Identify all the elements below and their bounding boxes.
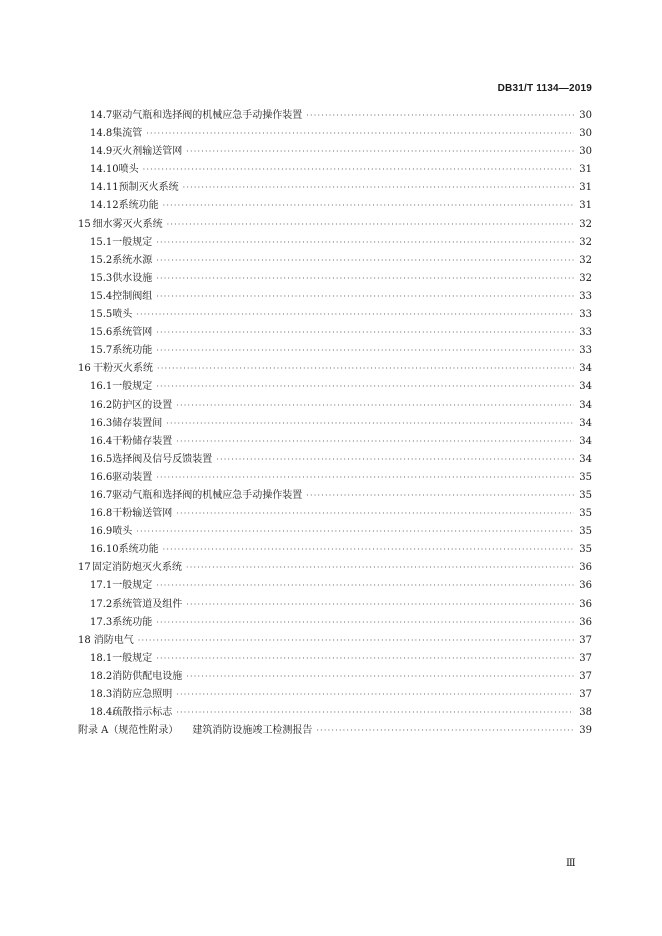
toc-chapter-entry[interactable] xyxy=(78,359,592,377)
toc-title: 固定消防炮灭火系统 xyxy=(91,562,182,574)
toc-section-entry[interactable] xyxy=(78,522,592,540)
toc-page-number: 36 xyxy=(579,616,592,628)
toc-title: 喷头 xyxy=(112,309,133,321)
toc-section-entry[interactable] xyxy=(78,595,592,613)
toc-leader-dots xyxy=(156,473,574,482)
table-of-contents xyxy=(78,106,592,739)
toc-number: 16.4 xyxy=(90,435,113,447)
toc-leader-dots xyxy=(183,183,574,192)
toc-section-entry[interactable] xyxy=(78,196,592,214)
toc-title: 储存装置间 xyxy=(112,417,163,429)
toc-number: 18.1 xyxy=(90,652,113,664)
toc-section-entry[interactable] xyxy=(78,685,592,703)
toc-leader-dots xyxy=(156,328,574,337)
toc-title: 系统水源 xyxy=(112,254,153,266)
toc-leader-dots xyxy=(176,401,574,410)
toc-section-entry[interactable] xyxy=(78,450,592,468)
toc-chapter-entry[interactable] xyxy=(78,631,592,649)
toc-leader-dots xyxy=(138,636,574,645)
toc-page-number: 30 xyxy=(579,110,592,121)
toc-number: 17.1 xyxy=(90,580,113,592)
toc-title: 干粉输送管网 xyxy=(112,508,173,520)
toc-leader-dots xyxy=(306,111,574,120)
toc-title: 干粉储存装置 xyxy=(112,435,173,447)
toc-leader-dots xyxy=(176,437,574,446)
toc-number: 15.1 xyxy=(90,236,113,248)
toc-title: 干粉灭火系统 xyxy=(93,363,154,375)
document-code: DB31/T 1134—2019 xyxy=(497,83,592,94)
toc-number: 14.9 xyxy=(90,146,113,158)
toc-number: 17.2 xyxy=(90,598,113,610)
toc-title: 灭火剂输送管网 xyxy=(112,146,183,158)
toc-title: 细水雾灭火系统 xyxy=(92,218,163,230)
toc-leader-dots xyxy=(156,581,574,590)
toc-section-entry[interactable] xyxy=(78,251,592,269)
toc-leader-dots xyxy=(306,491,574,500)
toc-number: 14.7 xyxy=(90,110,113,121)
page-number: Ⅲ xyxy=(566,858,576,869)
toc-number: 15.5 xyxy=(90,309,113,321)
toc-title: 喷头 xyxy=(112,526,133,538)
toc-number: 14.12 xyxy=(90,200,119,212)
toc-leader-dots xyxy=(166,419,574,428)
toc-title: 选择阀及信号反馈装置 xyxy=(112,453,213,465)
toc-section-entry[interactable] xyxy=(78,504,592,522)
toc-page-number: 31 xyxy=(579,200,592,212)
toc-page-number: 39 xyxy=(579,725,592,737)
toc-title: 疏散指示标志 xyxy=(112,707,173,719)
toc-number: 17.3 xyxy=(90,616,113,628)
toc-leader-dots xyxy=(156,256,574,265)
toc-page-number: 33 xyxy=(579,290,592,302)
toc-page-number: 36 xyxy=(579,598,592,610)
toc-page-number: 34 xyxy=(579,363,592,375)
toc-page-number: 38 xyxy=(579,707,592,719)
toc-section-entry[interactable] xyxy=(78,160,592,178)
toc-title: 防护区的设置 xyxy=(112,399,173,411)
toc-title: 系统管道及组件 xyxy=(112,598,183,610)
toc-page-number: 35 xyxy=(579,508,592,520)
toc-section-entry[interactable] xyxy=(78,613,592,631)
toc-leader-dots xyxy=(186,672,574,681)
toc-section-entry[interactable] xyxy=(78,486,592,504)
toc-section-entry[interactable] xyxy=(78,703,592,721)
toc-page-number: 36 xyxy=(579,580,592,592)
toc-page-number: 33 xyxy=(579,309,592,321)
toc-page-number: 35 xyxy=(579,471,592,483)
toc-number: 16.6 xyxy=(90,471,113,483)
toc-leader-dots xyxy=(163,545,574,554)
toc-title: 控制阀组 xyxy=(112,290,153,302)
toc-section-entry[interactable] xyxy=(78,576,592,594)
toc-number: 18.2 xyxy=(90,670,113,682)
toc-section-entry[interactable] xyxy=(78,341,592,359)
toc-number: 16.10 xyxy=(90,544,119,556)
toc-section-entry[interactable] xyxy=(78,287,592,305)
toc-number: 14.10 xyxy=(90,164,119,176)
toc-page-number: 37 xyxy=(579,689,592,700)
toc-page-number: 34 xyxy=(579,381,592,393)
toc-leader-dots xyxy=(156,618,574,627)
toc-page-number: 35 xyxy=(579,526,592,538)
toc-leader-dots xyxy=(157,364,574,373)
toc-title: 一般规定 xyxy=(112,236,153,248)
toc-page-number: 32 xyxy=(579,254,592,266)
toc-title: 预制灭火系统 xyxy=(118,182,179,194)
toc-leader-dots xyxy=(176,708,574,717)
toc-title: 驱动气瓶和选择阀的机械应急手动操作装置 xyxy=(112,110,303,121)
toc-leader-dots xyxy=(136,310,574,319)
toc-leader-dots xyxy=(143,165,574,174)
toc-page-number: 37 xyxy=(579,670,592,682)
toc-chapter-entry[interactable] xyxy=(78,215,592,233)
toc-page-number: 34 xyxy=(579,417,592,429)
toc-page-number: 33 xyxy=(579,327,592,339)
toc-leader-dots xyxy=(186,563,574,572)
toc-title: 建筑消防设施竣工检测报告 xyxy=(192,725,313,737)
toc-page-number: 36 xyxy=(579,562,592,574)
toc-leader-dots xyxy=(216,455,574,464)
toc-number: 17 xyxy=(78,562,91,574)
toc-leader-dots xyxy=(146,129,574,138)
toc-number: 15.6 xyxy=(90,327,113,339)
toc-leader-dots xyxy=(156,346,574,355)
toc-page-number: 31 xyxy=(579,182,592,194)
toc-chapter-entry[interactable] xyxy=(78,558,592,576)
toc-number: 14.8 xyxy=(90,128,113,140)
toc-number: 18 xyxy=(78,634,91,646)
toc-title: 系统功能 xyxy=(112,345,153,357)
toc-number: 16.2 xyxy=(90,399,113,411)
toc-section-entry[interactable] xyxy=(78,377,592,395)
toc-title: 系统管网 xyxy=(112,327,153,339)
toc-number: 15 xyxy=(78,218,91,230)
toc-title: 一般规定 xyxy=(112,580,153,592)
toc-page-number: 34 xyxy=(579,435,592,447)
toc-number: 15.2 xyxy=(90,254,113,266)
toc-number: 16.8 xyxy=(90,508,113,520)
toc-page-number: 32 xyxy=(579,218,592,230)
toc-number: 16.3 xyxy=(90,417,113,429)
toc-title: 驱动装置 xyxy=(112,471,153,483)
toc-section-entry[interactable] xyxy=(78,142,592,160)
toc-number: 16.9 xyxy=(90,526,113,538)
toc-section-entry[interactable] xyxy=(78,667,592,685)
toc-leader-dots xyxy=(156,274,574,283)
toc-section-entry[interactable] xyxy=(78,414,592,432)
toc-page-number: 35 xyxy=(579,489,592,501)
toc-leader-dots xyxy=(136,527,574,536)
toc-section-entry[interactable] xyxy=(78,323,592,341)
toc-number: 15.4 xyxy=(90,290,113,302)
toc-leader-dots xyxy=(176,509,574,518)
toc-title: 一般规定 xyxy=(112,652,153,664)
toc-page-number: 32 xyxy=(579,272,592,284)
toc-page-number: 37 xyxy=(579,652,592,664)
toc-number: 16.1 xyxy=(90,381,113,393)
toc-section-entry[interactable] xyxy=(78,106,592,124)
toc-number: 18.3 xyxy=(90,689,113,700)
toc-section-entry[interactable] xyxy=(78,540,592,558)
toc-title: 一般规定 xyxy=(112,381,153,393)
toc-page-number: 35 xyxy=(579,544,592,556)
toc-number: 附录 A（规范性附录） xyxy=(78,725,179,737)
toc-number: 16 xyxy=(78,363,91,375)
toc-section-entry[interactable] xyxy=(78,396,592,414)
toc-title: 消防应急照明 xyxy=(112,689,173,700)
toc-page-number: 34 xyxy=(579,399,592,411)
toc-section-entry[interactable] xyxy=(78,124,592,142)
toc-title: 系统功能 xyxy=(118,544,159,556)
toc-number: 15.7 xyxy=(90,345,113,357)
toc-page-number: 32 xyxy=(579,236,592,248)
toc-page-number: 30 xyxy=(579,146,592,158)
toc-title: 喷头 xyxy=(118,164,139,176)
toc-appendix-entry[interactable] xyxy=(78,721,592,739)
toc-page-number: 34 xyxy=(579,453,592,465)
toc-leader-dots xyxy=(156,382,574,391)
toc-section-entry[interactable] xyxy=(78,432,592,450)
toc-title: 驱动气瓶和选择阀的机械应急手动操作装置 xyxy=(112,489,303,501)
toc-section-entry[interactable] xyxy=(78,649,592,667)
toc-leader-dots xyxy=(163,201,574,210)
toc-leader-dots xyxy=(316,726,574,735)
toc-section-entry[interactable] xyxy=(78,269,592,287)
toc-number: 15.3 xyxy=(90,272,113,284)
toc-leader-dots xyxy=(167,220,574,229)
toc-number: 14.11 xyxy=(90,182,119,194)
toc-title: 系统功能 xyxy=(118,200,159,212)
toc-page-number: 31 xyxy=(579,164,592,176)
toc-section-entry[interactable] xyxy=(78,305,592,323)
toc-leader-dots xyxy=(186,147,574,156)
toc-title: 集流管 xyxy=(112,128,143,140)
toc-page-number: 30 xyxy=(579,128,592,140)
toc-leader-dots xyxy=(156,654,574,663)
toc-page-number: 37 xyxy=(579,634,592,646)
toc-title: 系统功能 xyxy=(112,616,153,628)
toc-section-entry[interactable] xyxy=(78,233,592,251)
toc-number: 16.5 xyxy=(90,453,113,465)
toc-leader-dots xyxy=(186,600,574,609)
toc-section-entry[interactable] xyxy=(78,178,592,196)
toc-title: 供水设施 xyxy=(112,272,153,284)
toc-leader-dots xyxy=(156,292,574,301)
toc-leader-dots xyxy=(176,690,574,699)
toc-title: 消防供配电设施 xyxy=(112,670,183,682)
toc-section-entry[interactable] xyxy=(78,468,592,486)
toc-page-number: 33 xyxy=(579,345,592,357)
toc-title: 消防电气 xyxy=(93,634,134,646)
toc-number: 18.4 xyxy=(90,707,113,719)
toc-leader-dots xyxy=(156,238,574,247)
toc-number: 16.7 xyxy=(90,489,113,501)
